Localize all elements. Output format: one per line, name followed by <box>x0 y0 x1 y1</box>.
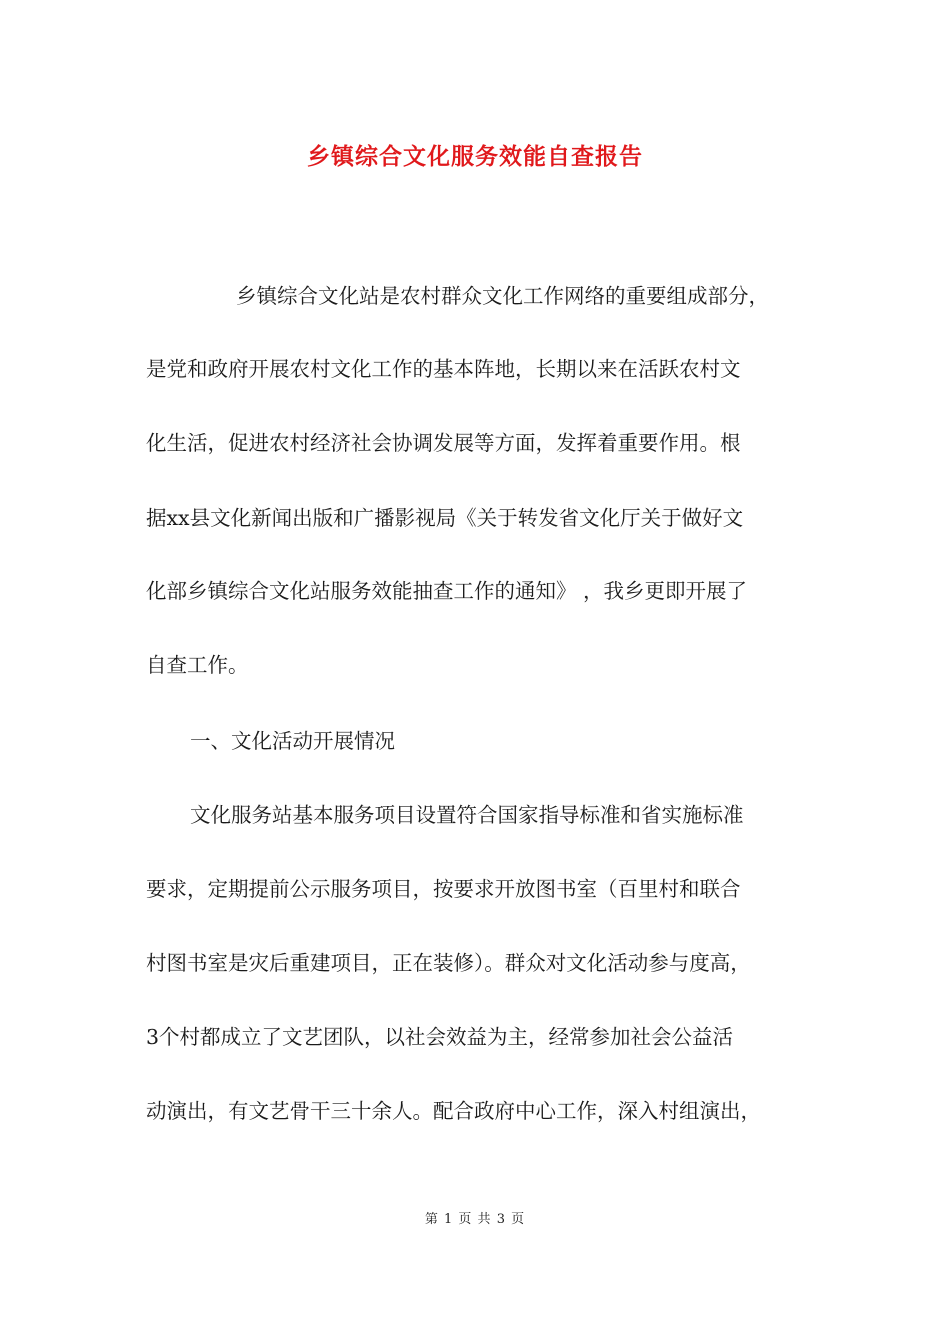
page-number: 第 1 页 共 3 页 <box>424 1212 526 1227</box>
paragraph-line-10: 3个村都成立了文艺团队，以社会效益为主，经常参加社会公益活 <box>146 1025 734 1049</box>
paragraph-line-1: 乡镇综合文化站是农村群众文化工作网络的重要组成部分， <box>236 284 769 308</box>
paragraph-line-6: 自查工作。 <box>146 653 249 677</box>
paragraph-line-5: 化部乡镇综合文化站服务效能抽查工作的通知》 ，我乡更即开展了 <box>146 579 748 603</box>
paragraph-line-7: 文化服务站基本服务项目设置符合国家指导标准和省实施标准 <box>190 803 744 827</box>
paragraph-line-9: 村图书室是灾后重建项目，正在装修）。群众对文化活动参与度高， <box>146 951 751 975</box>
paragraph-line-11: 动演出，有文艺骨干三十余人。配合政府中心工作，深入村组演出， <box>146 1099 761 1123</box>
paragraph-line-4: 据xx县文化新闻出版和广播影视局《关于转发省文化厅关于做好文 <box>146 506 744 530</box>
paragraph-line-8: 要求，定期提前公示服务项目，按要求开放图书室（百里村和联合 <box>146 877 741 901</box>
paragraph-line-2: 是党和政府开展农村文化工作的基本阵地，长期以来在活跃农村文 <box>146 357 741 381</box>
paragraph-line-3: 化生活，促进农村经济社会协调发展等方面，发挥着重要作用。根 <box>146 431 741 455</box>
document-title: 乡镇综合文化服务效能自查报告 <box>307 144 643 170</box>
section-heading: 一、文化活动开展情况 <box>190 729 395 753</box>
